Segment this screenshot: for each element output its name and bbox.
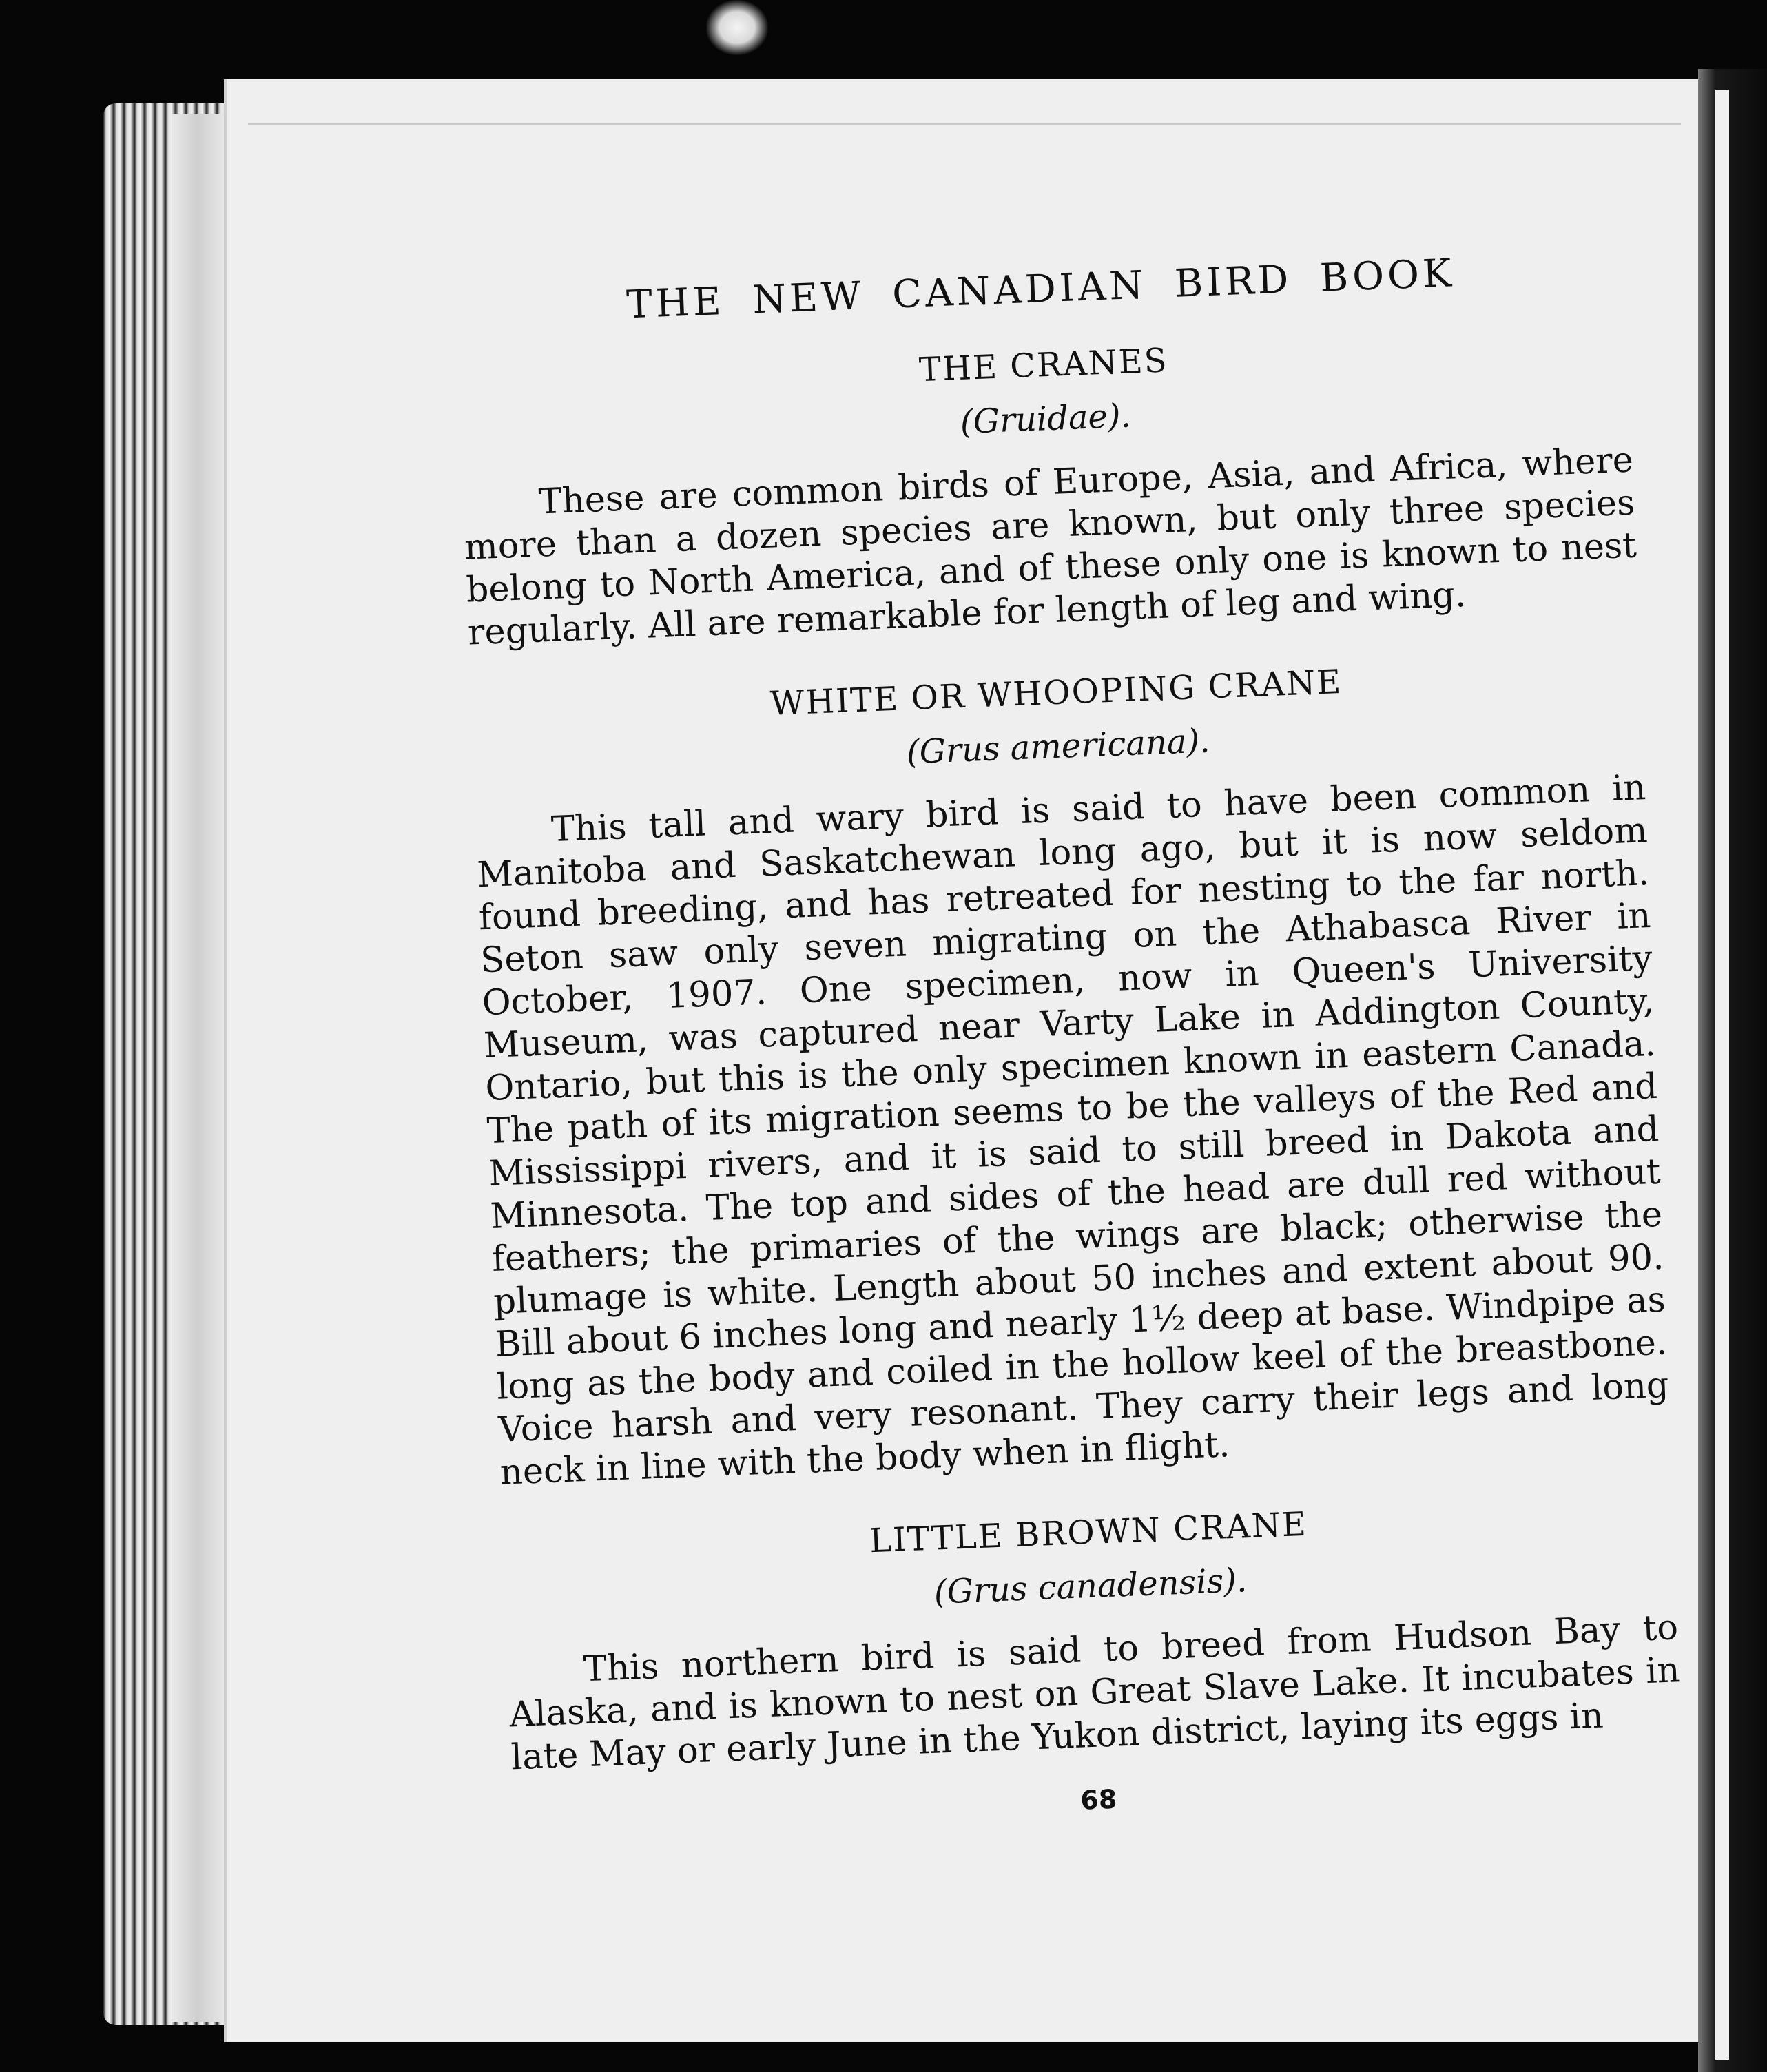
- binding-artifact: [706, 0, 768, 55]
- page-top-edge: [248, 123, 1681, 125]
- page-content: [455, 245, 1684, 1838]
- page-number: 68: [1079, 1783, 1118, 1816]
- latin-name-grus-canadensis: (Grus canadensis).: [933, 1561, 1248, 1612]
- right-binding: [1698, 69, 1767, 2072]
- latin-name-grus-americana: (Grus americana).: [905, 721, 1211, 772]
- paragraph-little-brown-crane: This northern bird is said to breed from Hudson Bay to Alaska, and is known to nest on Great Slave Lake. It incubates in late May or early June in the Yukon district, laying its eggs in: [508, 1607, 1681, 1779]
- running-head: THE NEW CANADIAN BIRD BOOK: [626, 251, 1456, 328]
- paragraph-whooping-crane: This tall and wary bird is said to have been common in Manitoba and Saskatchewan long ago, but it is now seldom found breeding, and has retreated for nesting to the far north. Seton saw only seven migrating on the Athabasca River in October, 1907. One specimen, now in Queen's University Museum, was captured near Varty Lake in Addington County, Ontario, but this is the only specimen known in eastern Canada. The path of its migration seems to be the valleys of the Red and Mississippi rivers, and it is said to still breed in Dakota and Minnesota. The top and sides of the head are dull red without feathers; the primaries of the wings are black; otherwise the plumage is white. Length about 50 inches and extent about 90. Bill about 6 inches long and nearly 1½ deep at base. Windpipe as long as the body and coiled in the hollow keel of the breastbone. Voice harsh and very resonant. They carry their legs and long neck in line with the body when in flight.: [476, 767, 1670, 1493]
- paragraph-cranes: These are common birds of Europe, Asia, and Africa, where more than a dozen species are known, but only three species belong to North America, and of these only one is known to nest regularly. All are remarkable for length of leg and wing.: [464, 439, 1637, 654]
- section-title-whooping-crane: WHITE OR WHOOPING CRANE: [769, 662, 1343, 723]
- section-title-cranes: THE CRANES: [918, 341, 1169, 390]
- section-title-little-brown-crane: LITTLE BROWN CRANE: [869, 1504, 1308, 1561]
- latin-name-gruidae: (Gruidae).: [959, 396, 1132, 442]
- right-page-edge: [1715, 90, 1729, 2060]
